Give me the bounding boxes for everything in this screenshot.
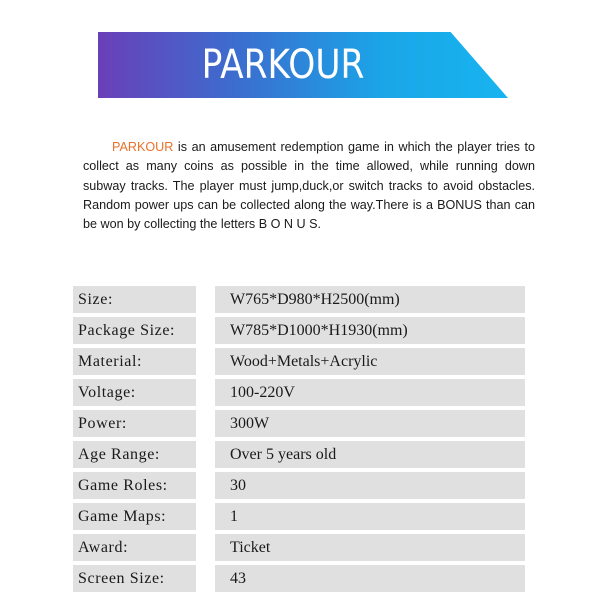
spec-value: 43	[215, 565, 525, 592]
spec-label: Age Range:	[73, 441, 196, 468]
spec-row-voltage	[73, 379, 525, 406]
intro-highlight: PARKOUR	[112, 140, 174, 154]
spec-label: Game Roles:	[73, 472, 196, 499]
spec-label: Screen Size:	[73, 565, 196, 592]
spec-label: Size:	[73, 286, 196, 313]
spec-label: Package Size:	[73, 317, 196, 344]
spec-value: 300W	[215, 410, 525, 437]
spec-row-power	[73, 410, 525, 437]
spec-label: Power:	[73, 410, 196, 437]
banner-title: PARKOUR	[201, 42, 365, 88]
spec-label: Voltage:	[73, 379, 196, 406]
spec-value: W765*D980*H2500(mm)	[215, 286, 525, 313]
spec-value: W785*D1000*H1930(mm)	[215, 317, 525, 344]
spec-row-size	[73, 286, 525, 313]
spec-value: Over 5 years old	[215, 441, 525, 468]
intro-paragraph	[83, 138, 535, 234]
spec-row-screen-size	[73, 565, 525, 592]
spec-label: Award:	[73, 534, 196, 561]
spec-row-material	[73, 348, 525, 375]
spec-table	[73, 286, 525, 596]
spec-row-game-roles	[73, 472, 525, 499]
spec-value: 30	[215, 472, 525, 499]
spec-row-package-size	[73, 317, 525, 344]
spec-label: Material:	[73, 348, 196, 375]
intro-text: is an amusement redemption game in which the player tries to collect as many coins as possible in the time allowed, while running down subway tracks. The player must jump,duck,or switch tracks to avoid obstacles. Random power ups can be collected along the way.There is a BONUS than can be won by collecting the letters B O N U S.	[83, 140, 535, 232]
spec-row-award	[73, 534, 525, 561]
spec-label: Game Maps:	[73, 503, 196, 530]
spec-value: Ticket	[215, 534, 525, 561]
spec-row-age-range	[73, 441, 525, 468]
spec-row-game-maps	[73, 503, 525, 530]
spec-value: Wood+Metals+Acrylic	[215, 348, 525, 375]
spec-value: 100-220V	[215, 379, 525, 406]
spec-value: 1	[215, 503, 525, 530]
